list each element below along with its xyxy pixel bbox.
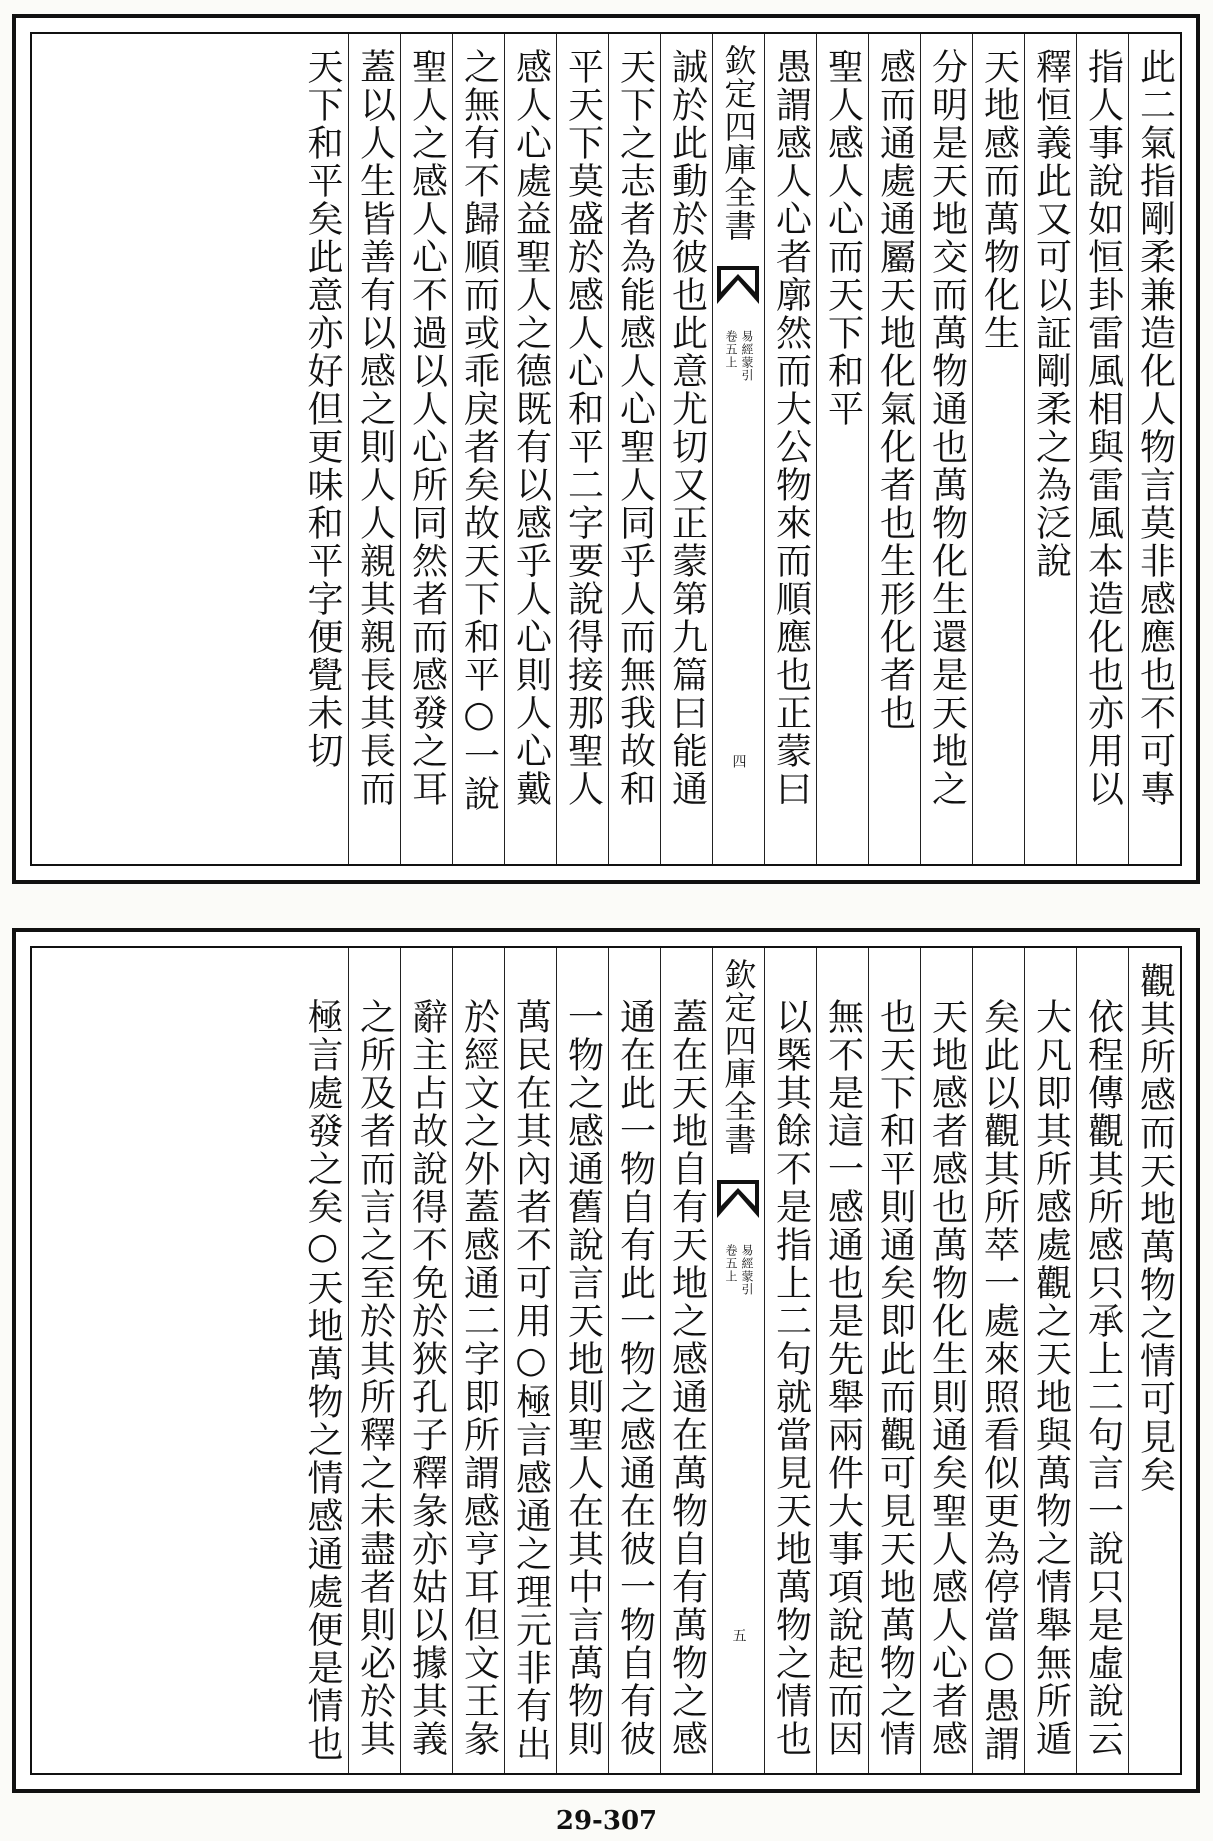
book-title: 易經蒙引 <box>740 1244 754 1296</box>
column-text: 矣此以觀其所萃一處來照看似更為停當○愚謂 <box>978 998 1020 1763</box>
text-column <box>1076 34 1128 864</box>
column-text: 天下之志者為能感人心聖人同乎人而無我故和 <box>614 48 656 808</box>
column-text: 誠於此動於彼也此意尤切又正蒙第九篇曰能通 <box>666 48 708 808</box>
text-column <box>1076 948 1128 1773</box>
text-column <box>400 948 452 1773</box>
text-column <box>816 948 868 1773</box>
column-text: 此二氣指剛柔兼造化人物言莫非感應也不可專 <box>1134 48 1176 808</box>
center-margin <box>712 34 764 864</box>
text-column <box>764 948 816 1773</box>
bottom-page <box>12 928 1200 1793</box>
column-text: 依程傳觀其所感只承上二句言一說只是虛說云 <box>1082 998 1124 1758</box>
text-column <box>400 34 452 864</box>
column-text: 觀其所感而天地萬物之情可見矣 <box>1134 962 1176 1494</box>
column-text: 感人心處益聖人之德既有以感乎人心則人心戴 <box>510 48 552 808</box>
text-column <box>452 948 504 1773</box>
text-column <box>920 34 972 864</box>
text-column <box>972 34 1024 864</box>
column-text: 辭主占故說得不免於狹孔子釋彖亦姑以據其義 <box>406 998 448 1758</box>
folio-number: 五 <box>730 1628 747 1642</box>
column-text: 愚謂感人心者廓然而大公物來而順應也正蒙曰 <box>770 48 812 808</box>
column-text: 也天下和平則通矣即此而觀可見天地萬物之情 <box>874 998 916 1758</box>
text-column <box>920 948 972 1773</box>
column-text: 於經文之外蓋感通二字即所謂感亨耳但文王彖 <box>458 998 500 1758</box>
text-column <box>1024 948 1076 1773</box>
text-column <box>868 948 920 1773</box>
text-column <box>1128 948 1180 1773</box>
column-text: 之所及者而言之至於其所釋之未盡者則必於其 <box>354 998 396 1758</box>
book-title: 易經蒙引 <box>740 330 754 382</box>
column-text: 感而通處通屬天地化氣化者也生形化者也 <box>874 48 916 732</box>
folio-number: 四 <box>730 754 747 768</box>
top-page <box>12 14 1200 884</box>
collection-title: 欽定四庫全書 <box>719 44 758 242</box>
column-text: 聖人感人心而天下和平 <box>822 48 864 428</box>
text-column <box>348 948 400 1773</box>
fishtail-mark-icon <box>717 266 759 306</box>
column-text: 萬民在其內者不可用○極言感通之理元非有出 <box>510 998 552 1763</box>
column-text: 分明是天地交而萬物通也萬物化生還是天地之 <box>926 48 968 808</box>
column-text: 天下和平矣此意亦好但更味和平字便覺未切 <box>302 48 343 770</box>
text-column <box>296 948 348 1773</box>
column-text: 極言處發之矣○天地萬物之情感通處便是情也 <box>302 998 343 1763</box>
text-column <box>608 948 660 1773</box>
text-column <box>556 948 608 1773</box>
column-text: 蓋以人生皆善有以感之則人人親其親長其長而 <box>354 48 396 808</box>
text-column <box>608 34 660 864</box>
column-text: 天地感而萬物化生 <box>978 48 1020 352</box>
text-column <box>1024 34 1076 864</box>
text-column <box>296 34 348 864</box>
column-text: 一物之感通舊說言天地則聖人在其中言萬物則 <box>562 998 604 1758</box>
column-text: 指人事說如恒卦雷風相與雷風本造化也亦用以 <box>1082 48 1124 808</box>
text-column <box>452 34 504 864</box>
page-label: 29-307 <box>555 1806 658 1836</box>
column-text: 以槩其餘不是指上二句就當見天地萬物之情也 <box>770 998 812 1758</box>
text-column <box>660 34 712 864</box>
column-text: 釋恒義此又可以証剛柔之為泛說 <box>1030 48 1072 580</box>
column-text: 蓋在天地自有天地之感通在萬物自有萬物之感 <box>666 998 708 1758</box>
volume-label: 卷五上 <box>724 1244 738 1283</box>
column-text: 平天下莫盛於感人心和平二字要說得接那聖人 <box>562 48 604 808</box>
column-text: 大凡即其所感處觀之天地與萬物之情舉無所遁 <box>1030 998 1072 1758</box>
volume-label: 卷五上 <box>724 330 738 369</box>
text-column <box>556 34 608 864</box>
text-column <box>660 948 712 1773</box>
column-text: 天地感者感也萬物化生則通矣聖人感人心者感 <box>926 998 968 1758</box>
top-page-frame <box>30 32 1182 866</box>
collection-title: 欽定四庫全書 <box>719 958 758 1156</box>
text-column <box>348 34 400 864</box>
column-text: 通在此一物自有此一物之感通在彼一物自有彼 <box>614 998 656 1758</box>
text-column <box>972 948 1024 1773</box>
text-column <box>868 34 920 864</box>
text-column <box>816 34 868 864</box>
bottom-page-frame <box>30 946 1182 1775</box>
column-text: 之無有不歸順而或乖戾者矣故天下和平○一說 <box>458 48 500 813</box>
text-column <box>504 948 556 1773</box>
center-margin <box>712 948 764 1773</box>
text-column <box>504 34 556 864</box>
column-text: 聖人之感人心不過以人心所同然者而感發之耳 <box>406 48 448 808</box>
text-column <box>764 34 816 864</box>
column-text: 無不是這一感通也是先舉兩件大事項說起而因 <box>822 998 864 1758</box>
fishtail-mark-icon <box>717 1180 759 1220</box>
text-column <box>1128 34 1180 864</box>
